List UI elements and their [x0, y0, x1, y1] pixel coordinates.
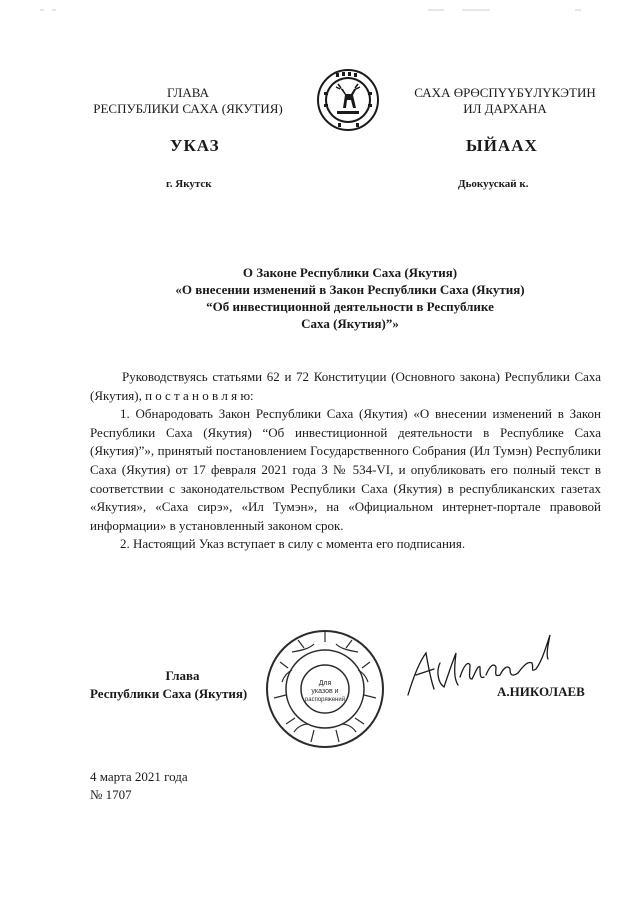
header-left-line2: РЕСПУБЛИКИ САХА (ЯКУТИЯ)	[93, 101, 283, 116]
decree-date: 4 марта 2021 года	[90, 769, 188, 784]
city-ru: г. Якутск	[166, 178, 212, 190]
preamble: Руководствуясь статьями 62 и 72 Конституции (Основного закона) Республики Саха (Якутия), п о с т а н о в л я ю:	[90, 369, 601, 403]
decree-title	[90, 264, 610, 332]
decree-footer	[90, 768, 188, 804]
header-right-line1: САХА ӨРӨСПҮҮБҮЛҮКЭТИН	[414, 85, 596, 100]
signatory-name: А.НИКОЛАЕВ	[497, 684, 585, 699]
scan-marks	[0, 8, 640, 12]
ukaz-title-sakha: ЫЙААХ	[466, 136, 538, 155]
seal-text-2: указов и	[311, 688, 339, 695]
signatory-title	[90, 667, 275, 703]
title-line4: Саха (Якутия)”»	[301, 316, 399, 331]
title-line1: О Законе Республики Саха (Якутия)	[242, 265, 458, 280]
decree-number: № 1707	[90, 787, 132, 802]
seal-text-3: распоряжений	[304, 697, 346, 703]
ukaz-title-ru: УКАЗ	[170, 136, 220, 155]
city-sakha: Дьокуускай к.	[458, 178, 529, 190]
signatory-line1: Глава	[165, 668, 200, 683]
item-2: 2. Настоящий Указ вступает в силу с момента его подписания.	[120, 536, 466, 552]
header-left	[78, 85, 298, 117]
title-line2: «О внесении изменений в Закон Республики Саха (Якутия)	[175, 282, 525, 297]
coat-of-arms-emblem	[316, 68, 380, 132]
header-right-line2: ИЛ ДАРХАНА	[463, 101, 547, 116]
signatory-line2: Республики Саха (Якутия)	[90, 686, 248, 701]
official-seal-stamp	[264, 628, 386, 750]
item-1: 1. Обнародовать Закон Республики Саха (Якутия) «О внесении изменений в Закон Республики Саха (Якутия) “Об инвестиционной деятельности в Республике Саха (Якутия)”», принятый постановлением Государственного Собрания (Ил Тумэн) Республики Саха (Якутия) от 17 февраля 2021 года З № 534-VI, и опубликовать его полный текст в соответствии с законодательством Республики Саха (Якутия) в республиканских газетах «Якутия», «Саха сирэ», «Ил Тумэн», на «Официальном интернет-портале правовой информации» в установленный законом срок.	[90, 406, 601, 533]
header-right	[395, 85, 615, 117]
decree-body	[90, 368, 601, 554]
header-left-line1: ГЛАВА	[167, 85, 209, 100]
title-line3: “Об инвестиционной деятельности в Республике	[206, 299, 494, 314]
seal-text-1: Для	[318, 680, 332, 687]
